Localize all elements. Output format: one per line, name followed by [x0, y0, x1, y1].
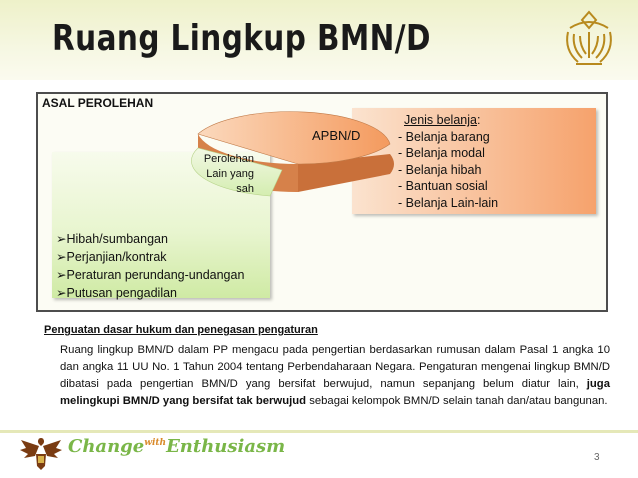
bullet-arrow-icon: ➢: [56, 250, 67, 264]
perolehan-lain-list: [56, 230, 244, 302]
bullet-arrow-icon: ➢: [56, 286, 67, 300]
list-item: ➢Perjanjian/kontrak: [56, 250, 167, 264]
bullet-arrow-icon: ➢: [56, 268, 67, 282]
list-item: - Belanja Lain-lain: [398, 195, 499, 210]
panel-title: ASAL PEROLEHAN: [42, 96, 154, 110]
section-subheading: Penguatan dasar hukum dan penegasan pengaturan: [44, 324, 318, 336]
list-item: - Belanja barang: [398, 129, 490, 144]
list-item: - Bantuan sosial: [398, 179, 488, 193]
page-number: 3: [594, 452, 600, 463]
emphasis-text: juga melingkupi BMN/D yang bersifat tak berwujud: [60, 378, 610, 407]
list-item: ➢Peraturan perundang-undangan: [56, 268, 245, 282]
list-item: - Belanja modal: [398, 146, 485, 160]
list-item: ➢Putusan pengadilan: [56, 286, 177, 300]
list-item: - Belanja hibah: [398, 162, 482, 177]
garuda-logo-icon: [18, 430, 64, 474]
bullet-arrow-icon: ➢: [56, 232, 67, 246]
footer-divider: [0, 430, 638, 433]
jenis-belanja-list: [398, 112, 498, 211]
pie-label-perolehan-lain: Perolehan Lain yang sah: [203, 153, 254, 195]
emblem-icon: [556, 6, 622, 72]
pie-label-apbnd: APBN/D: [312, 128, 361, 143]
jenis-belanja-heading: Jenis belanja: [404, 113, 477, 127]
jenis-belanja-colon: :: [476, 113, 481, 127]
slogan: Change$^{with}$Enthusiasm: [68, 436, 286, 457]
body-paragraph: Ruang lingkup BMN/D dalam PP mengacu pada pengertian berdasarkan rumusan dalam Pasal 1 angka 10 dan angka 11 UU No. 1 Tahun 2004 tentang Perbendaharaan Negara. Pengaturan mengenai lingkup BMN/D dibatasi pada pengertian BMN/D yang bersifat berwujud, namun sepanjang belum diatur lain, juga melingkupi BMN/D yang bersifat tak berwujud sebagai kelompok BMN/D selain tanah dan/atau bangunan.: [60, 344, 610, 407]
list-item: ➢Hibah/sumbangan: [56, 232, 168, 246]
slide-title: Ruang Lingkup BMN/D: [52, 18, 431, 59]
